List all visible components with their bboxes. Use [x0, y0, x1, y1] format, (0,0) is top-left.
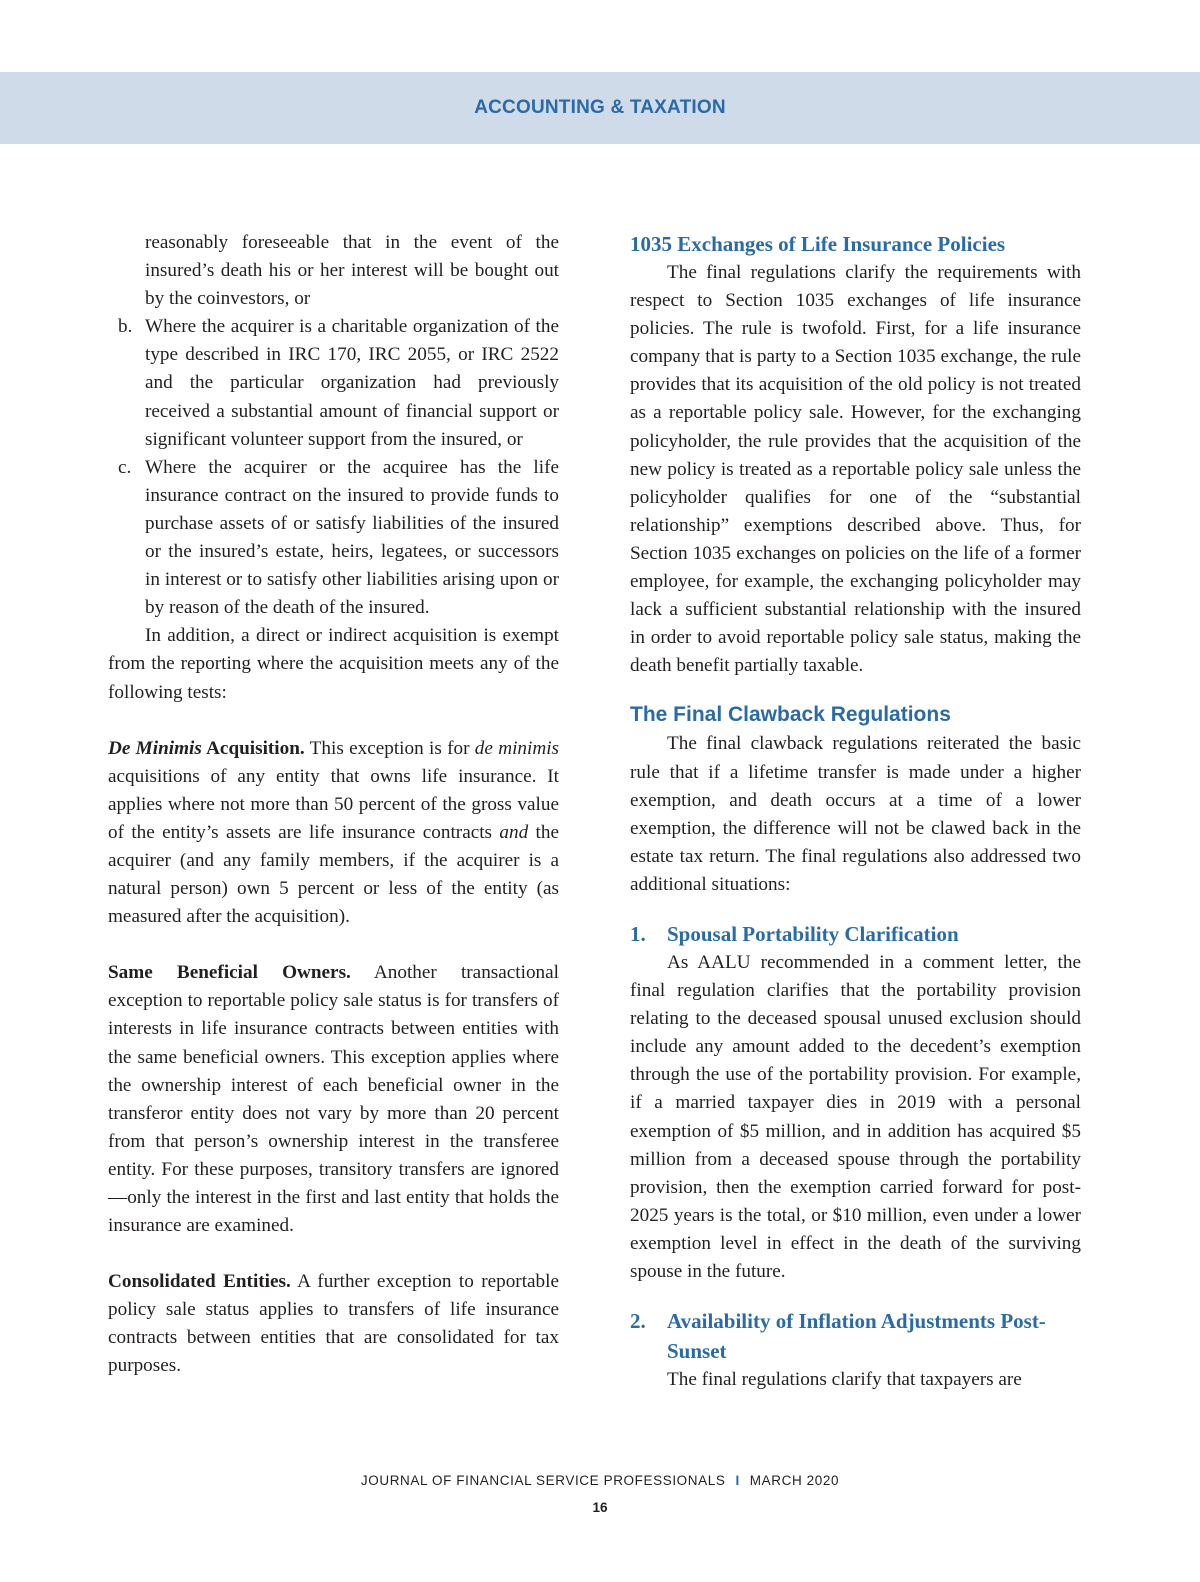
- heading-spousal-text: Spousal Portability Clarification: [667, 921, 959, 946]
- heading-inflation-number: 2.: [630, 1309, 646, 1334]
- list-item-c: [108, 454, 559, 623]
- heading-inflation: [630, 1306, 1081, 1366]
- left-column: [108, 229, 559, 1381]
- list-marker-b: b.: [118, 316, 133, 338]
- footer: [0, 1473, 1200, 1488]
- consolidated-text: A further exception to reportable policy sale status applies to transfers of life insurance contracts between entities that are consolidated for tax purposes.: [108, 1271, 559, 1377]
- paragraph-clawback: The final clawback regulations reiterated the basic rule that if a lifetime transfer is made under a higher exemption, and death occurs at a time of a lower exemption, the difference will not be clawed back in the estate tax return. The final regulations also addressed two additional situations:: [630, 733, 1081, 895]
- heading-1035: 1035 Exchanges of Life Insurance Policies: [630, 232, 1006, 256]
- right-column: [630, 229, 1081, 1394]
- heading-clawback: The Final Clawback Regulations: [630, 703, 951, 727]
- paragraph-spousal: As AALU recommended in a comment letter, the final regulation clarifies that the portability provision relating to the deceased spousal unused exclusion should include any amount added to the decedent’s exemption through the use of the portability provision. For example, if a married taxpayer dies in 2019 with a personal exemption of $5 million, and in addition has acquired $5 million from a deceased spouse through the portability provision, then the exemption carried forward for post-2025 years is the total, or $10 million, even under a lower exemption level in effect in the death of the surviving spouse in the future.: [630, 951, 1081, 1282]
- same-owners-lead: Same Beneficial Owners.: [108, 962, 351, 984]
- footer-separator: I: [735, 1473, 740, 1488]
- de-minimis-lead-bold: Acquisition.: [201, 737, 305, 759]
- heading-spousal-number: 1.: [630, 921, 646, 946]
- section-title: ACCOUNTING & TAXATION: [474, 97, 726, 118]
- paragraph-inflation: The final regulations clarify that taxpayers are: [667, 1369, 1022, 1391]
- same-owners-text: Another transactional exception to reportable policy sale status is for transfers of interests in life insurance contracts between entities with the same beneficial owners. This exception applies where the ownership interest of each beneficial owner in the transferor entity does not vary by more than 20 percent from that person’s ownership interest in the transferee entity. For these purposes, transitory transfers are ignored—only the interest in the first and last entity that holds the insurance are examined.: [108, 962, 559, 1237]
- de-minimis-text-1: This exception is for: [304, 737, 475, 759]
- de-minimis-italic-1: de minimis: [474, 737, 559, 759]
- de-minimis-text-2: acquisitions of any entity that owns life insurance. It applies where not more than 50 percent of the gross value of the entity’s assets are life insurance contracts: [108, 765, 559, 843]
- journal-name: JOURNAL OF FINANCIAL SERVICE PROFESSIONALS: [360, 1473, 726, 1488]
- de-minimis-text-3: the acquirer (and any family members, if the acquirer is a natural person) own 5 percent or less of the entity (as measured after the acquisition).: [108, 821, 559, 928]
- same-owners-paragraph: [108, 959, 559, 1240]
- list-item-b: [108, 313, 559, 453]
- heading-inflation-text: Availability of Inflation Adjustments Post-Sunset: [667, 1309, 1046, 1364]
- consolidated-lead: Consolidated Entities.: [108, 1271, 291, 1293]
- list-item-b-text: Where the acquirer is a charitable organization of the type described in IRC 170, IRC 2055, or IRC 2522 and the particular organization had previously received a substantial amount of financial support or significant volunteer support from the insured, or: [145, 316, 559, 450]
- list-marker-c: c.: [118, 456, 132, 478]
- heading-spousal: [630, 919, 1081, 949]
- consolidated-paragraph: [108, 1268, 559, 1380]
- page-number: 16: [592, 1500, 608, 1515]
- list-item-c-text: Where the acquirer or the acquiree has the life insurance contract on the insured to provide funds to purchase assets of or satisfy liabilities of the insured or the insured’s estate, heirs, legatees, or successors in interest or to satisfy other liabilities arising upon or by reason of the death of the insured.: [145, 456, 559, 619]
- paragraph-1035: The final regulations clarify the requirements with respect to Section 1035 exchanges of life insurance policies. The rule is twofold. First, for a life insurance company that is party to a Section 1035 exchange, the rule provides that its acquisition of the old policy is not treated as a reportable policy sale. However, for the exchanging policyholder, the rule provides that the acquisition of the new policy is treated as a reportable policy sale unless the policyholder qualifies for one of the “substantial relationship” exemptions described above. Thus, for Section 1035 exchanges on policies on the life of a former employee, for example, the exchanging policyholder may lack a sufficient substantial relationship with the insured in order to avoid reportable policy sale status, making the death benefit partially taxable.: [630, 262, 1081, 677]
- addition-paragraph: In addition, a direct or indirect acquisition is exempt from the reporting where the acquisition meets any of the following tests:: [108, 625, 559, 703]
- list-item-a-continuation: reasonably foreseeable that in the event of the insured’s death his or her interest will be bought out by the coinvestors, or: [145, 232, 559, 310]
- de-minimis-lead: De Minimis: [108, 737, 202, 759]
- issue-date: MARCH 2020: [749, 1473, 840, 1488]
- de-minimis-italic-2: and: [499, 821, 529, 843]
- de-minimis-paragraph: [108, 735, 559, 932]
- section-header: [0, 72, 1200, 144]
